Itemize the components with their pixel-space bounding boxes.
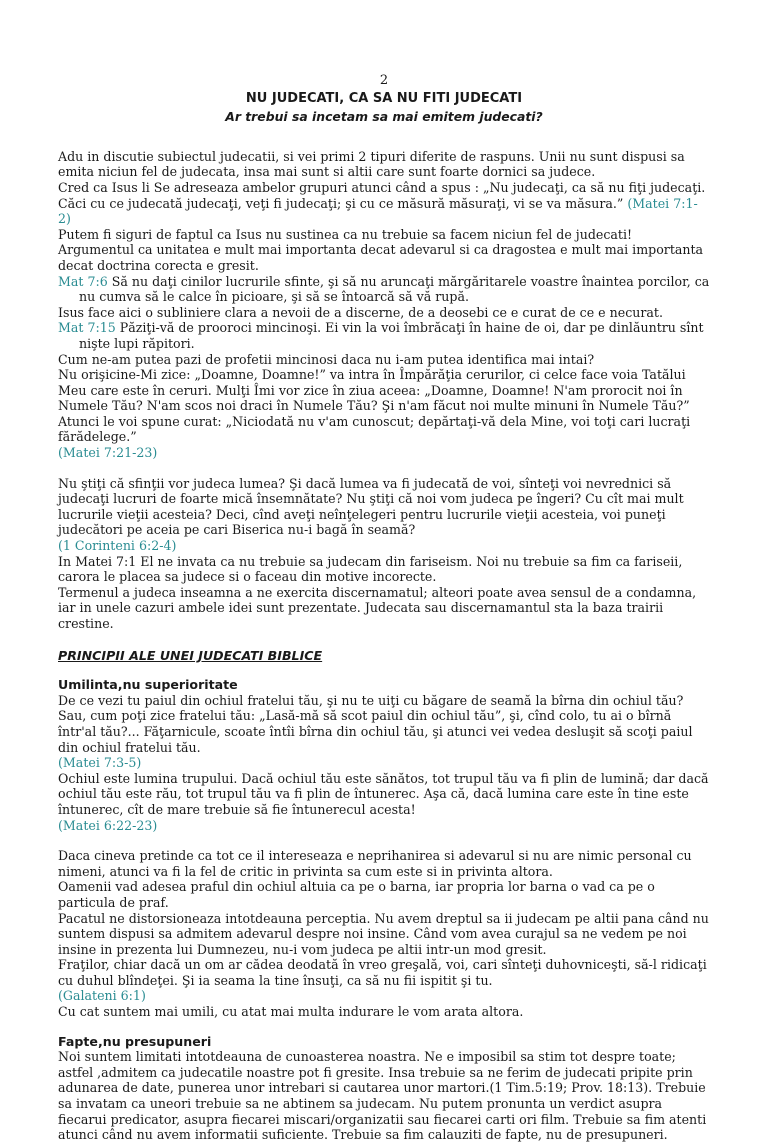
subheading-humility: Umilinta,nu superioritate: [58, 677, 238, 693]
intro-paragraph: Adu in discutie subiectul judecatii, si vei primi 2 tipuri diferite de raspuns. Unii nu sunt dispusi sa emita niciun fel de judecata, insa mai sunt si altii care sunt foarte dornici sa judece.: [58, 148, 685, 180]
sin-paragraph: Pacatul ne distorsioneaza intotdeauna perceptia. Nu avem dreptul sa ii judecam pe altii pana când nu suntem dispusi sa admitem adevarul despre noi insine. Când vom avea curajul sa ne vedem pe noi insine in prezenta lui Dumnezeu, nu-i vom judeca pe altii intr-un mod gresit.: [58, 910, 709, 957]
question-paragraph: Cum ne-am putea pazi de profetii mincinosi daca nu i-am putea identifica mai intai?: [58, 351, 595, 367]
scripture-reference: (Matei 7:3-5): [58, 755, 142, 771]
scripture-reference: Mat 7:6: [58, 273, 108, 289]
scripture-reference: (Matei 6:22-23): [58, 817, 158, 833]
verse-paragraph-gal-6-1: Fraţilor, chiar dacă un om ar cădea deodată în vreo greşală, voi, cari sînteţi duhovniceşti, să-l ridicaţi cu duhul blîndeţei. Şi ia seama la tine însuţi, ca să nu fii ispitit şi tu.: [58, 957, 707, 988]
verse-paragraph-mat-7-15: [58, 320, 710, 351]
subheading-facts: Fapte,nu presupuneri: [58, 1033, 212, 1049]
mercy-paragraph: Cu cat suntem mai umili, cu atat mai multa indurare le vom arata altora.: [58, 1004, 524, 1020]
page-title: NU JUDECATI, CA SA NU FITI JUDECATI: [245, 90, 523, 106]
verse-text: Păziţi-vă de prooroci mincinoşi. Ei vin la voi îmbrăcaţi în haine de oi, dar pe dinlăuntru sînt nişte lupi răpitori.: [79, 320, 704, 351]
scripture-reference: (Matei 7:21-23): [58, 445, 158, 461]
verse-paragraph-1-cor-6: Nu ştiţi că sfinţii vor judeca lumea? Şi dacă lumea va fi judecată de voi, sînteţi voi nevrednici să judecaţi lucruri de foarte mică însemnătate? Nu ştiţi că noi vom judeca pe îngeri? Cu cît mai mult lucrurile vieţii acesteia? Deci, cînd aveţi neînţelegeri pentru lucrurile vieţii acesteia, voi puneţi judecători pe aceia pe cari Biserica nu-i bagă în seamă?: [58, 475, 684, 538]
facts-paragraph: Noi suntem limitati intotdeauna de cunoasterea noastra. Ne e imposibil sa stim tot despre toate; astfel ,admitem ca judecatile noastre pot fi gresite. Insa trebuie sa ne ferim de judecati pripite prin adunarea de date, punerea unor intrebari si cautarea unor martori.(1 Tim.5:19; Prov. 18:13). Trebuie sa invatam ca uneori trebuie sa ne abtinem sa judecam. Nu putem pronunta un verdict asupra fiecarui predicator, asupra fiecarei miscari/organizatii sau fiecarei carti ori film. Trebuie sa fim atenti atunci când nu avem informatii suficiente. Trebuie sa fim calauziti de fapte, nu de presupuneri.: [58, 1049, 707, 1143]
discernment-paragraph: Isus face aici o subliniere clara a nevoii de a discerne, de a deosebi ce e curat de ce e necurat.: [58, 304, 663, 320]
scripture-reference: (Matei 7:1-2): [58, 195, 698, 227]
argument-paragraph: Putem fi siguri de faptul ca Isus nu sustinea ca nu trebuie sa facem niciun fel de judecati! Argumentul ca unitatea e mult mai importanta decat adevarul si ca dragostea e mult mai importanta decat doctrina corecta e gresit.: [58, 226, 704, 273]
verse-paragraph-mat-7-6: [58, 274, 710, 305]
verse-paragraph-mat-7-21: Nu orişicine-Mi zice: „Doamne, Doamne!” va intra în Împărăţia cerurilor, ci celce face voia Tatălui Meu care este în ceruri. Mulţi Îmi vor zice în ziua aceea: „Doamne, Doamne! N'am prorocit noi în Numele Tău? N'am scos noi draci în Numele Tău? Şi n'am făcut noi multe minuni în Numele Tău?” Atunci le voi spune curat: „Niciodată nu v'am cunoscut; depărtaţi-vă dela Mine, voi toţi cari lucraţi fărădelege.”: [58, 367, 691, 445]
verse-paragraph-mat-7-3: De ce vezi tu paiul din ochiul fratelui tău, şi nu te uiţi cu băgare de seamă la bîrna din ochiul tău? Sau, cum poţi zice fratelui tău: „Lasă-mă să scot paiul din ochiul tău”, şi, cînd colo, tu ai o bîrnă într'al tău?... Făţarnicule, scoate întîi bîrna din ochiul tău, şi atunci vei vedea desluşit să scoţi paiul din ochiul fratelui tău.: [58, 692, 693, 755]
quote-text: Cred ca Isus li Se adreseaza ambelor grupuri atunci când a spus : „Nu judecaţi, ca să nu fiţi judecaţi. Căci cu ce judecată judecaţi, veţi fi judecaţi; şi cu ce măsură măsuraţi, vi se va măsura.”: [58, 179, 706, 211]
pharisee-paragraph: In Matei 7:1 El ne invata ca nu trebuie sa judecam din fariseism. Noi nu trebuie sa fim ca fariseii, carora le placea sa judece si o faceau din motive incorecte.: [58, 553, 683, 585]
paragraph-gap: [58, 461, 710, 476]
page-subtitle: Ar trebui sa incetam sa mai emitem judecati?: [225, 109, 543, 125]
verse-paragraph-mat-6-22: Ochiul este lumina trupului. Dacă ochiul tău este sănătos, tot trupul tău va fi plin de lumină; dar dacă ochiul tău este rău, tot trupul tău va fi plin de întunerec. Aşa că, dacă lumina care este în tine este întunerec, cît de mare trebuie să fie întunerecul acesta!: [58, 770, 709, 817]
dust-paragraph: Oamenii vad adesea praful din ochiul altuia ca pe o barna, iar propria lor barna o vad ca pe o particula de praf.: [58, 879, 655, 910]
critic-paragraph: Daca cineva pretinde ca tot ce il intereseaza e neprihanirea si adevarul si nu are nimic personal cu nimeni, atunci va fi la fel de critic in privinta sa cum este si in privinta altora.: [58, 848, 692, 879]
scripture-reference: (1 Corinteni 6:2-4): [58, 538, 177, 554]
section-heading: PRINCIPII ALE UNEI JUDECATI BIBLICE: [58, 647, 323, 663]
scripture-reference: (Galateni 6:1): [58, 988, 146, 1004]
paragraph-gap: [58, 833, 710, 848]
verse-text: Să nu daţi cinilor lucrurile sfinte, şi să nu aruncaţi mărgăritarele voastre înaintea porcilor, ca nu cumva să le calce în picioare, şi să se întoarcă să vă rupă.: [79, 273, 710, 305]
page-number: 2: [379, 73, 389, 88]
scripture-reference: Mat 7:15: [58, 320, 116, 336]
intro-quote-paragraph: [58, 180, 710, 227]
term-paragraph: Termenul a judeca inseamna a ne exercita discernamatul; alteori poate avea sensul de a condamna, iar in unele cazuri ambele idei sunt prezentate. Judecata sau discernamantul sta la baza trairii crestine.: [58, 584, 697, 631]
